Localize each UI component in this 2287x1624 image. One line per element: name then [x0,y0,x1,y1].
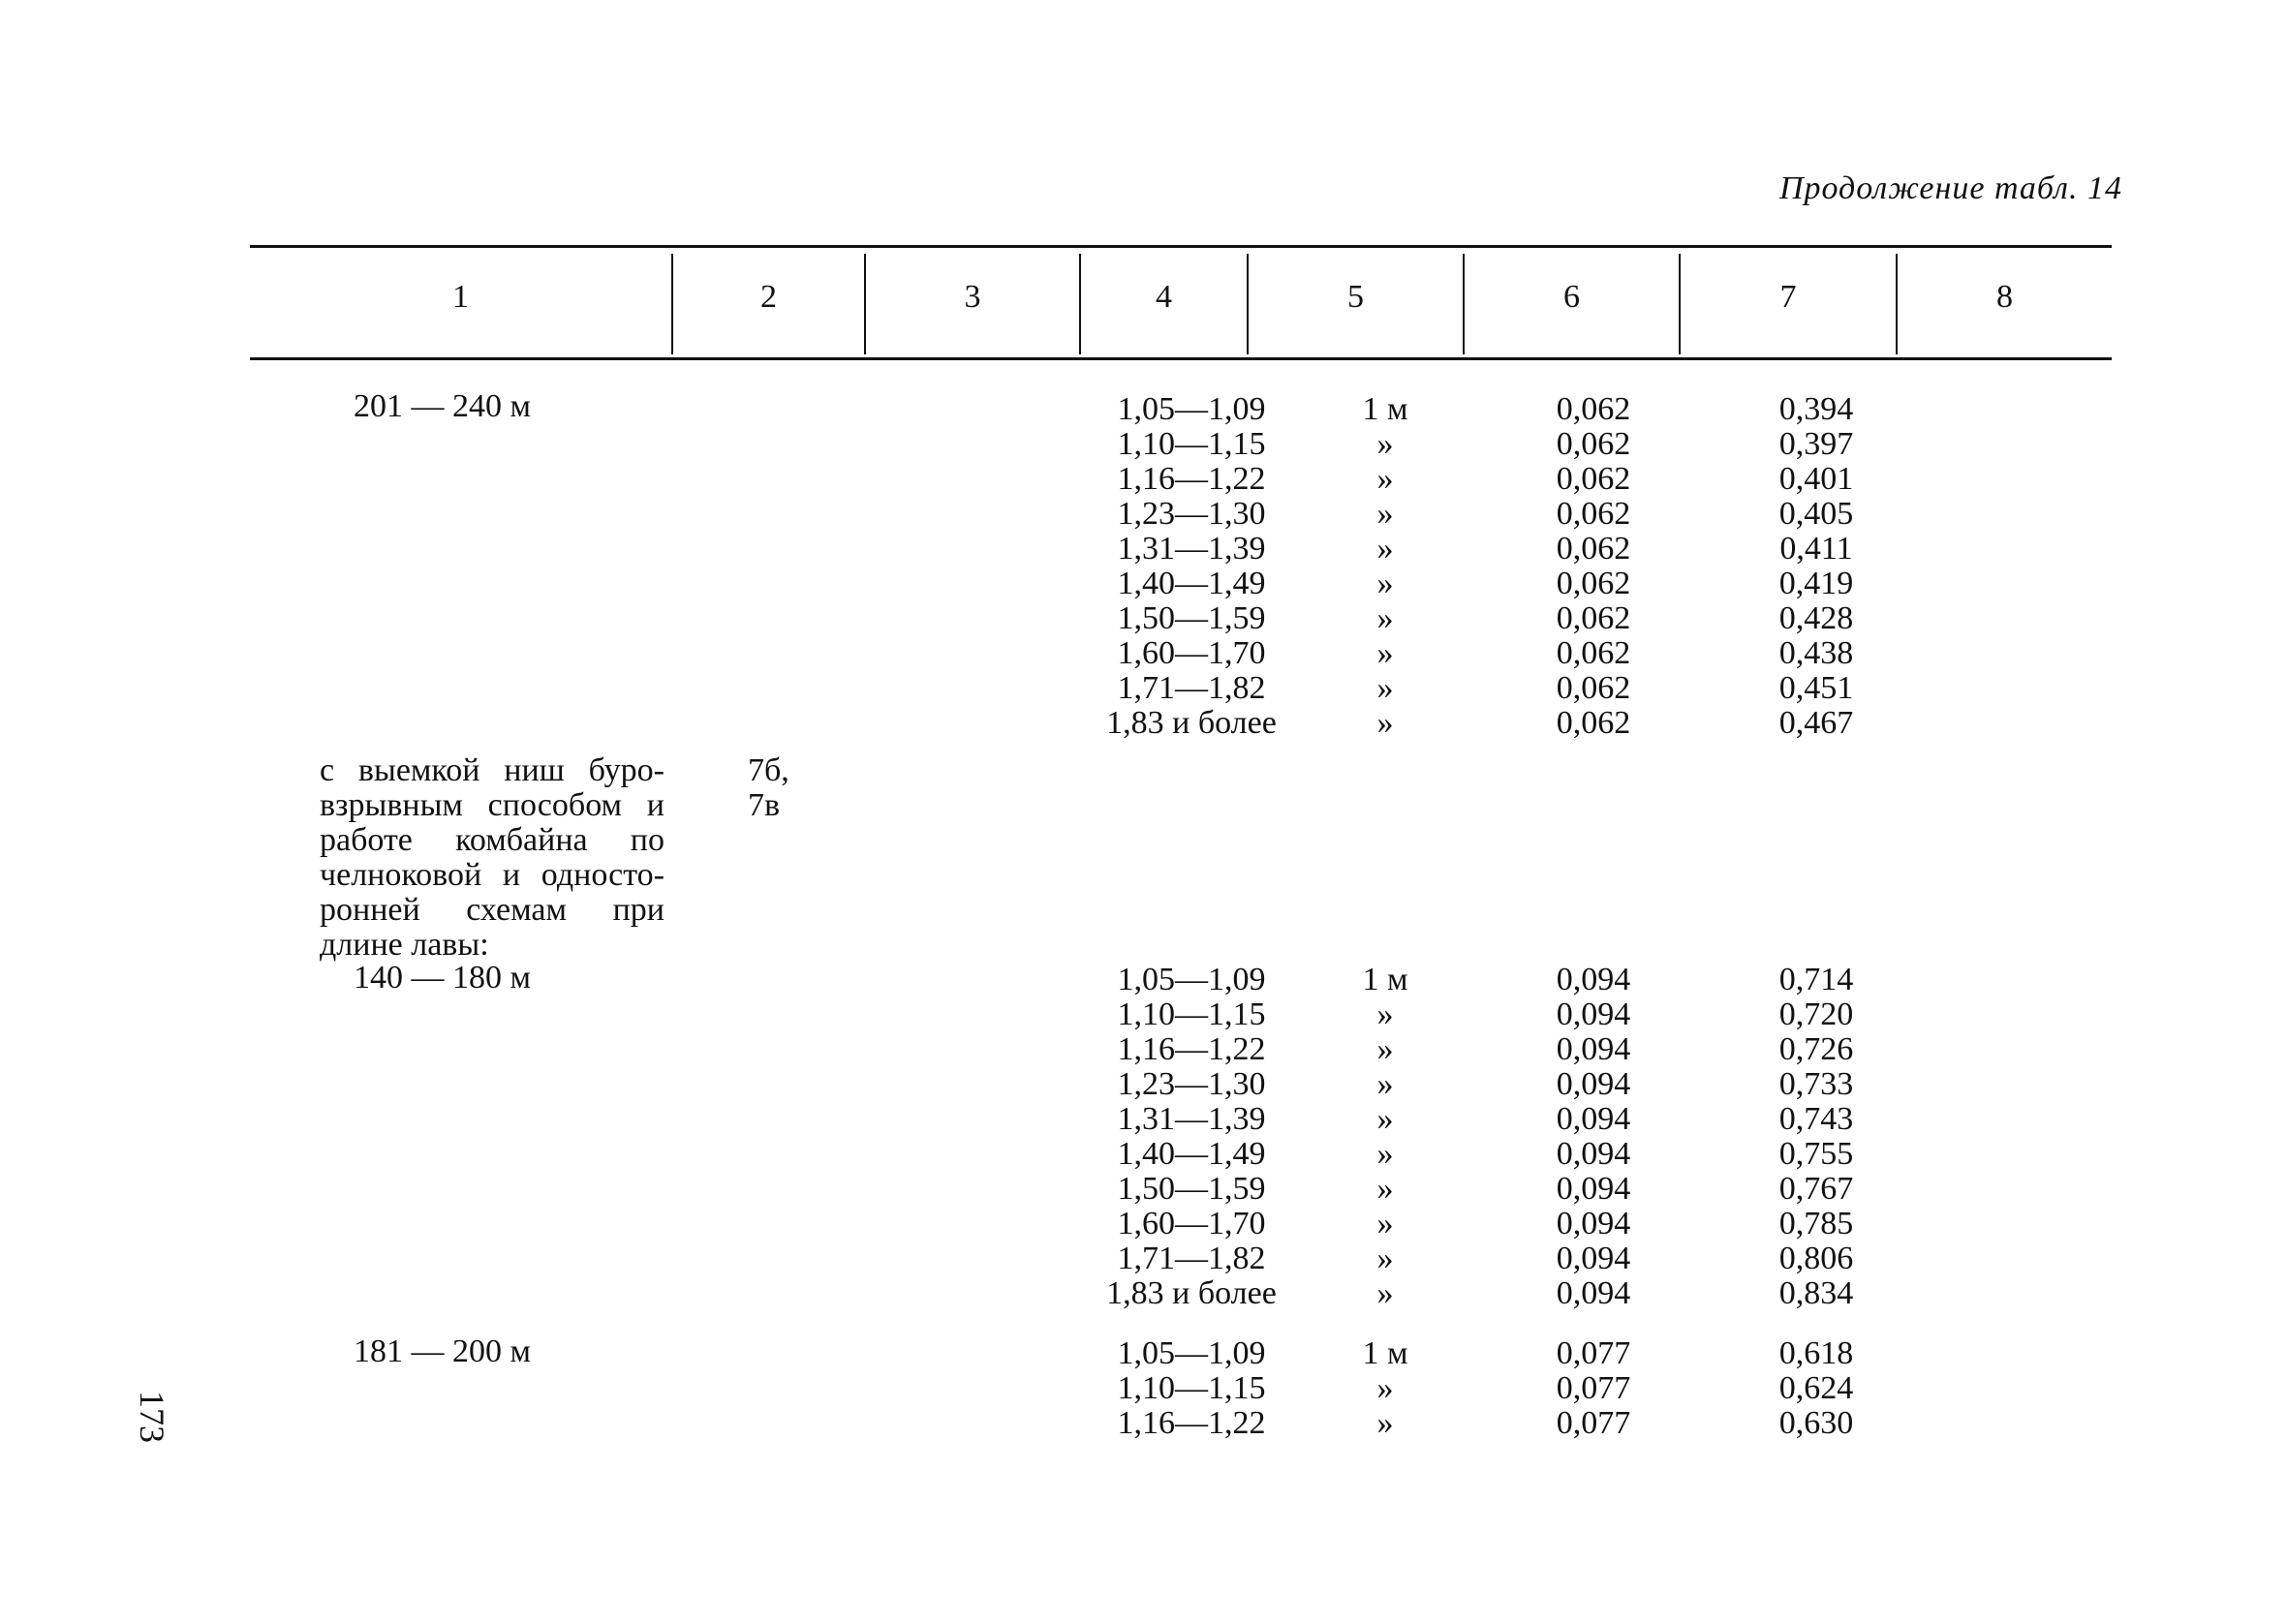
cell-unit: » [1376,1370,1394,1406]
cell-col7: 0,714 [1778,962,1854,997]
cell-col7: 0,428 [1778,600,1854,636]
cell-unit: » [1376,461,1394,497]
cell-col6: 0,094 [1556,1206,1631,1241]
cell-col6: 0,094 [1556,1275,1631,1311]
cell-col6: 0,062 [1556,496,1631,532]
cell-range: 1,05—1,09 [1117,962,1266,997]
cell-range: 1,16—1,22 [1117,461,1266,497]
cell-range: 1,31—1,39 [1117,1101,1266,1137]
description-line: работе комбайна по [320,822,664,858]
cell-range: 1,50—1,59 [1117,600,1266,636]
cell-col6: 0,062 [1556,531,1631,567]
cell-unit: » [1376,600,1394,636]
cell-unit: » [1376,1206,1394,1241]
cell-unit: » [1376,670,1394,706]
header-col-2: 2 [760,279,777,315]
description-line: с выемкой ниш буро- [320,752,664,788]
cell-col6: 0,062 [1556,600,1631,636]
table-caption: Продолжение табл. 14 [1778,170,2122,206]
cell-unit: 1 м [1362,962,1408,997]
cell-col6: 0,062 [1556,426,1631,462]
cell-col6: 0,094 [1556,1241,1631,1276]
cell-unit: » [1376,496,1394,532]
description-refs [748,753,789,823]
cell-range: 1,83 и более [1106,1275,1277,1311]
cell-col6: 0,077 [1556,1370,1631,1406]
cell-range: 1,40—1,49 [1117,566,1266,601]
cell-col7: 0,394 [1778,391,1854,427]
header-col-1: 1 [452,279,469,315]
cell-col6: 0,077 [1556,1335,1631,1371]
cell-range: 1,71—1,82 [1117,1241,1266,1276]
cell-col7: 0,755 [1778,1136,1854,1172]
table-top-rule [250,245,2112,248]
cell-range: 1,23—1,30 [1117,1066,1266,1102]
cell-range: 1,71—1,82 [1117,670,1266,706]
cell-col6: 0,094 [1556,1031,1631,1067]
cell-range: 1,60—1,70 [1117,1206,1266,1241]
group-label: 140 — 180 м [354,960,532,996]
description-line: ронней схемам при [320,892,664,928]
group-label: 201 — 240 м [354,388,532,424]
cell-unit: » [1376,1136,1394,1172]
cell-range: 1,83 и более [1106,705,1277,741]
cell-unit: » [1376,1241,1394,1276]
cell-col6: 0,062 [1556,670,1631,706]
cell-unit: » [1376,1101,1394,1137]
cell-range: 1,05—1,09 [1117,1335,1266,1371]
cell-col7: 0,401 [1778,461,1854,497]
header-col-6: 6 [1563,279,1580,315]
cell-col7: 0,451 [1778,670,1854,706]
cell-col7: 0,630 [1778,1405,1854,1441]
cell-col7: 0,767 [1778,1171,1854,1207]
cell-unit: » [1376,1405,1394,1441]
cell-col6: 0,094 [1556,1066,1631,1102]
cell-col6: 0,094 [1556,1136,1631,1172]
cell-range: 1,16—1,22 [1117,1405,1266,1441]
cell-col6: 0,094 [1556,962,1631,997]
cell-col6: 0,094 [1556,1101,1631,1137]
cell-range: 1,16—1,22 [1117,1031,1266,1067]
cell-col7: 0,467 [1778,705,1854,741]
cell-range: 1,05—1,09 [1117,391,1266,427]
cell-col7: 0,411 [1779,531,1853,567]
cell-col7: 0,733 [1778,1066,1854,1102]
cell-col7: 0,743 [1778,1101,1854,1137]
cell-range: 1,10—1,15 [1117,1370,1266,1406]
table-header-rule [250,357,2112,360]
cell-col7: 0,397 [1778,426,1854,462]
cell-unit: » [1376,1171,1394,1207]
cell-col7: 0,438 [1778,635,1854,671]
cell-unit: » [1376,1066,1394,1102]
cell-col7: 0,785 [1778,1206,1854,1241]
cell-col6: 0,062 [1556,461,1631,497]
cell-range: 1,10—1,15 [1117,996,1266,1032]
page-number: 173 [133,1391,171,1443]
cell-unit: » [1376,531,1394,567]
cell-range: 1,10—1,15 [1117,426,1266,462]
cell-col6: 0,094 [1556,1171,1631,1207]
cell-range: 1,31—1,39 [1117,531,1266,567]
cell-range: 1,40—1,49 [1117,1136,1266,1172]
cell-col6: 0,062 [1556,705,1631,741]
cell-col6: 0,062 [1556,635,1631,671]
cell-col7: 0,624 [1778,1370,1854,1406]
cell-unit: » [1376,426,1394,462]
cell-col6: 0,077 [1556,1405,1631,1441]
header-col-3: 3 [964,279,981,315]
cell-col7: 0,726 [1778,1031,1854,1067]
ref-item: 7б, [748,752,789,788]
cell-range: 1,50—1,59 [1117,1171,1266,1207]
cell-unit: » [1376,566,1394,601]
cell-col6: 0,062 [1556,566,1631,601]
description-line: взрывным способом и [320,787,664,823]
description-line: челноковой и односто- [320,857,664,893]
cell-col7: 0,834 [1778,1275,1854,1311]
cell-range: 1,60—1,70 [1117,635,1266,671]
header-col-5: 5 [1347,279,1364,315]
cell-range: 1,23—1,30 [1117,496,1266,532]
cell-col6: 0,062 [1556,391,1631,427]
description-text [320,753,664,963]
group-label: 181 — 200 м [354,1333,532,1369]
cell-col7: 0,419 [1778,566,1854,601]
cell-col7: 0,405 [1778,496,1854,532]
cell-unit: » [1376,1275,1394,1311]
cell-unit: 1 м [1362,391,1408,427]
cell-col7: 0,806 [1778,1241,1854,1276]
description-line: длине лавы: [320,927,489,963]
header-col-4: 4 [1156,279,1172,315]
cell-unit: » [1376,705,1394,741]
cell-col6: 0,094 [1556,996,1631,1032]
cell-unit: » [1376,635,1394,671]
header-col-7: 7 [1779,279,1797,315]
cell-col7: 0,720 [1778,996,1854,1032]
header-col-8: 8 [1996,279,2013,315]
cell-col7: 0,618 [1778,1335,1854,1371]
ref-item: 7в [748,787,781,823]
cell-unit: 1 м [1362,1335,1408,1371]
cell-unit: » [1376,996,1394,1032]
cell-unit: » [1376,1031,1394,1067]
